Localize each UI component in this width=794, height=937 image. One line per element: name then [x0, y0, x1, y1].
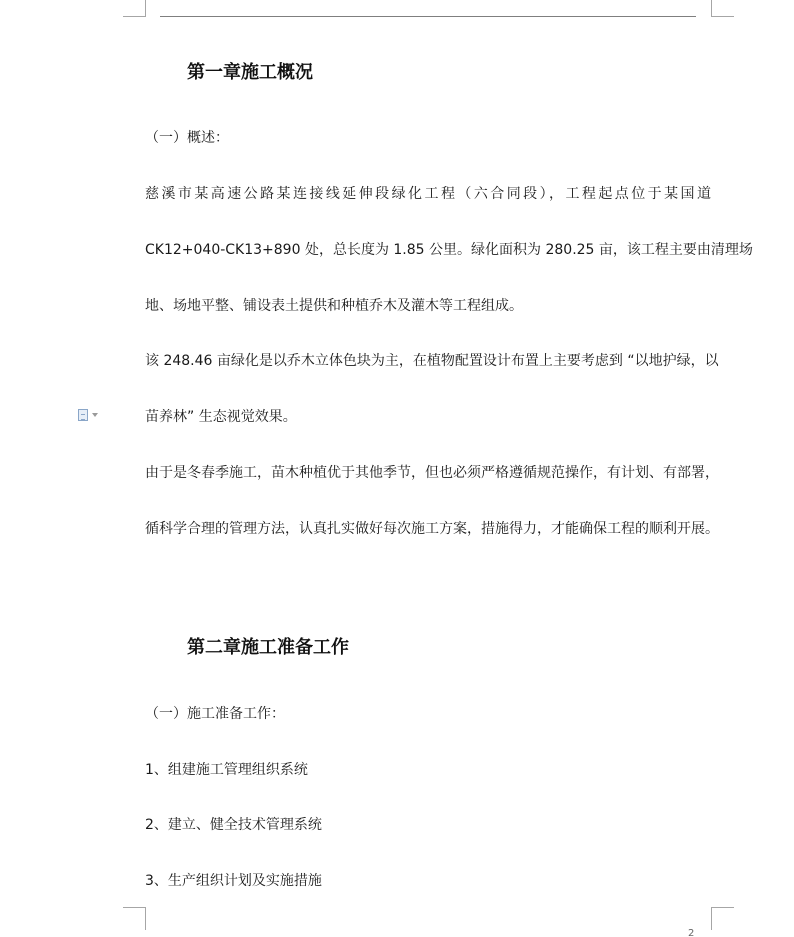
paragraph-line: 地、场地平整、铺设表土提供和种植乔木及灌木等工程组成。	[145, 298, 523, 314]
document-options-icon[interactable]	[78, 408, 104, 422]
page-number: 2	[688, 928, 695, 937]
list-item: 3、生产组织计划及实施措施	[145, 873, 322, 889]
document-icon	[78, 409, 88, 421]
paragraph-line: 该 248.46 亩绿化是以乔木立体色块为主，在植物配置设计布置上主要考虑到 “以地护绿，以	[145, 353, 719, 369]
chevron-down-icon	[92, 413, 98, 417]
paragraph-line: 慈溪市某高速公路某连接线延伸段绿化工程（六合同段），工程起点位于某国道	[145, 186, 711, 202]
paragraph-line: 由于是冬春季施工，苗木种植优于其他季节，但也必须严格遵循规范操作，有计划、有部署，	[145, 465, 719, 481]
page-corner-bottom-left	[123, 907, 146, 930]
section-preparation-label: （一）施工准备工作：	[145, 706, 285, 722]
page-corner-bottom-right	[711, 907, 734, 930]
section-overview-label: （一）概述：	[145, 130, 229, 146]
list-item: 1、组建施工管理组织系统	[145, 762, 308, 778]
paragraph-line: 循科学合理的管理方法，认真扎实做好每次施工方案，措施得力，才能确保工程的顺利开展。	[145, 521, 719, 537]
page-corner-top-left	[123, 0, 146, 17]
chapter-1-title: 第一章施工概况	[187, 62, 313, 83]
paragraph-line: CK12+040-CK13+890 处，总长度为 1.85 公里。绿化面积为 280.25 亩，该工程主要由清理场	[145, 242, 753, 258]
list-item: 2、建立、健全技术管理系统	[145, 817, 322, 833]
chapter-2-title: 第二章施工准备工作	[187, 637, 349, 658]
paragraph-line: 苗养林” 生态视觉效果。	[145, 409, 297, 425]
header-rule	[160, 16, 696, 17]
page-corner-top-right	[711, 0, 734, 17]
